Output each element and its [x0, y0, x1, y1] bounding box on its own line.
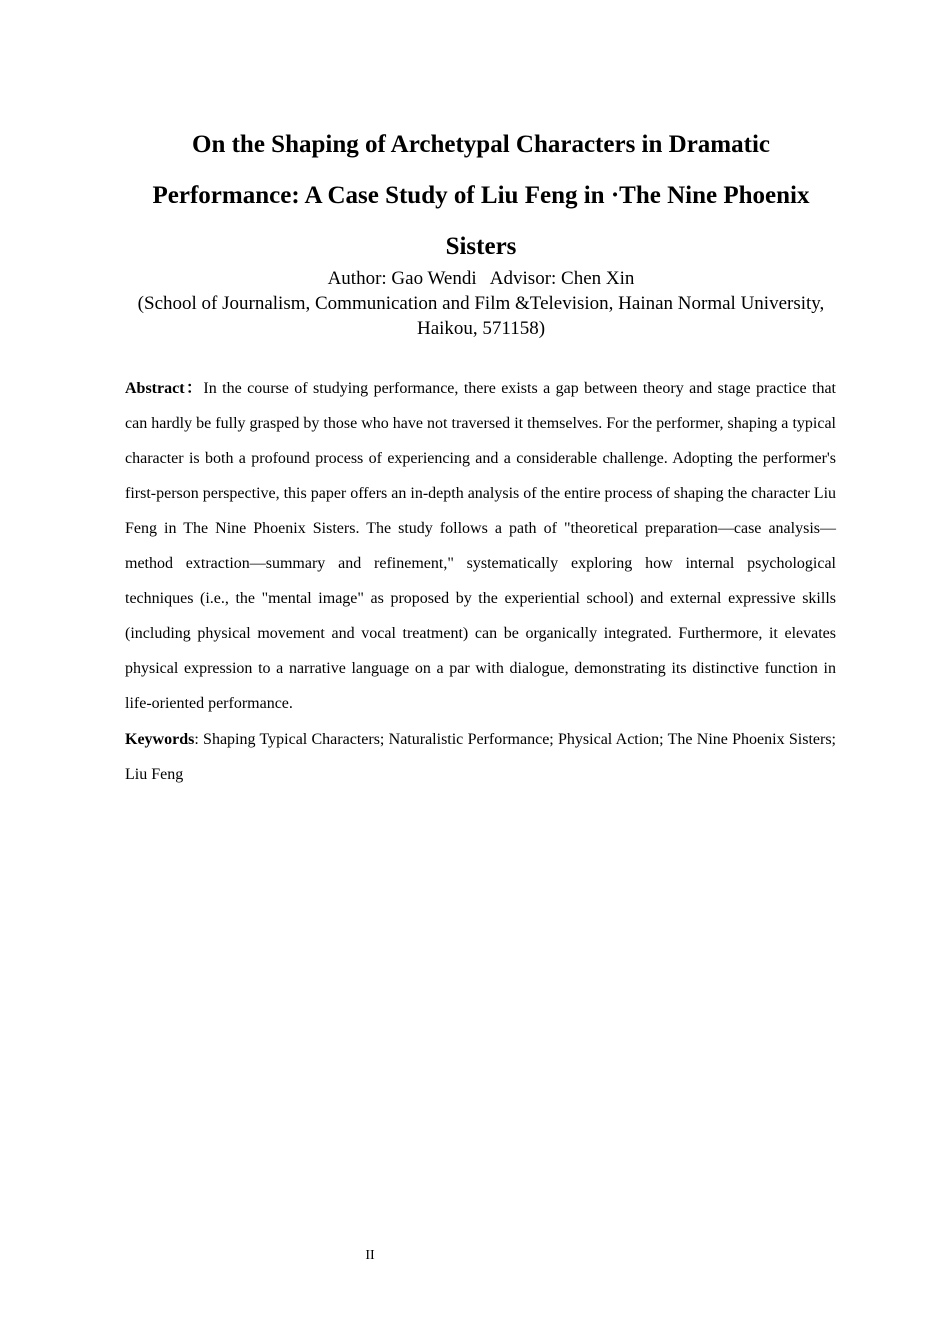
- keywords-text: : Shaping Typical Characters; Naturalistic Performance; Physical Action; The Nine Phoenix Sisters; Liu Feng: [125, 731, 836, 783]
- paper-title: On the Shaping of Archetypal Characters in Dramatic Performance: A Case Study of Liu Feng in ·The Nine Phoenix Sisters: [152, 131, 810, 260]
- keywords-label: Keywords: [125, 731, 195, 748]
- keywords-paragraph: [125, 722, 836, 792]
- page-number: II: [365, 1248, 375, 1263]
- author-advisor-line: Author: Gao Wendi Advisor: Chen Xin: [327, 268, 635, 289]
- abstract-label: Abstract：: [125, 380, 204, 397]
- affiliation: (School of Journalism, Communication and Film &Television, Hainan Normal University, Haikou, 571158): [137, 293, 825, 339]
- abstract-text: In the course of studying performance, there exists a gap between theory and stage practice that can hardly be fully grasped by those who have not traversed it themselves. For the performer, shaping a typical character is both a profound process of experiencing and a considerable challenge. Adopting the performer's first-person perspective, this paper offers an in-depth analysis of the entire process of shaping the character Liu Feng in The Nine Phoenix Sisters. The study follows a path of "theoretical preparation—case analysis—method extraction—summary and refinement," systematically exploring how internal psychological techniques (i.e., the "mental image" as proposed by the experiential school) and external expressive skills (including physical movement and vocal treatment) can be organically integrated. Furthermore, it elevates physical expression to a narrative language on a par with dialogue, demonstrating its distinctive function in life-oriented performance.: [125, 380, 837, 712]
- abstract-paragraph: [125, 371, 836, 721]
